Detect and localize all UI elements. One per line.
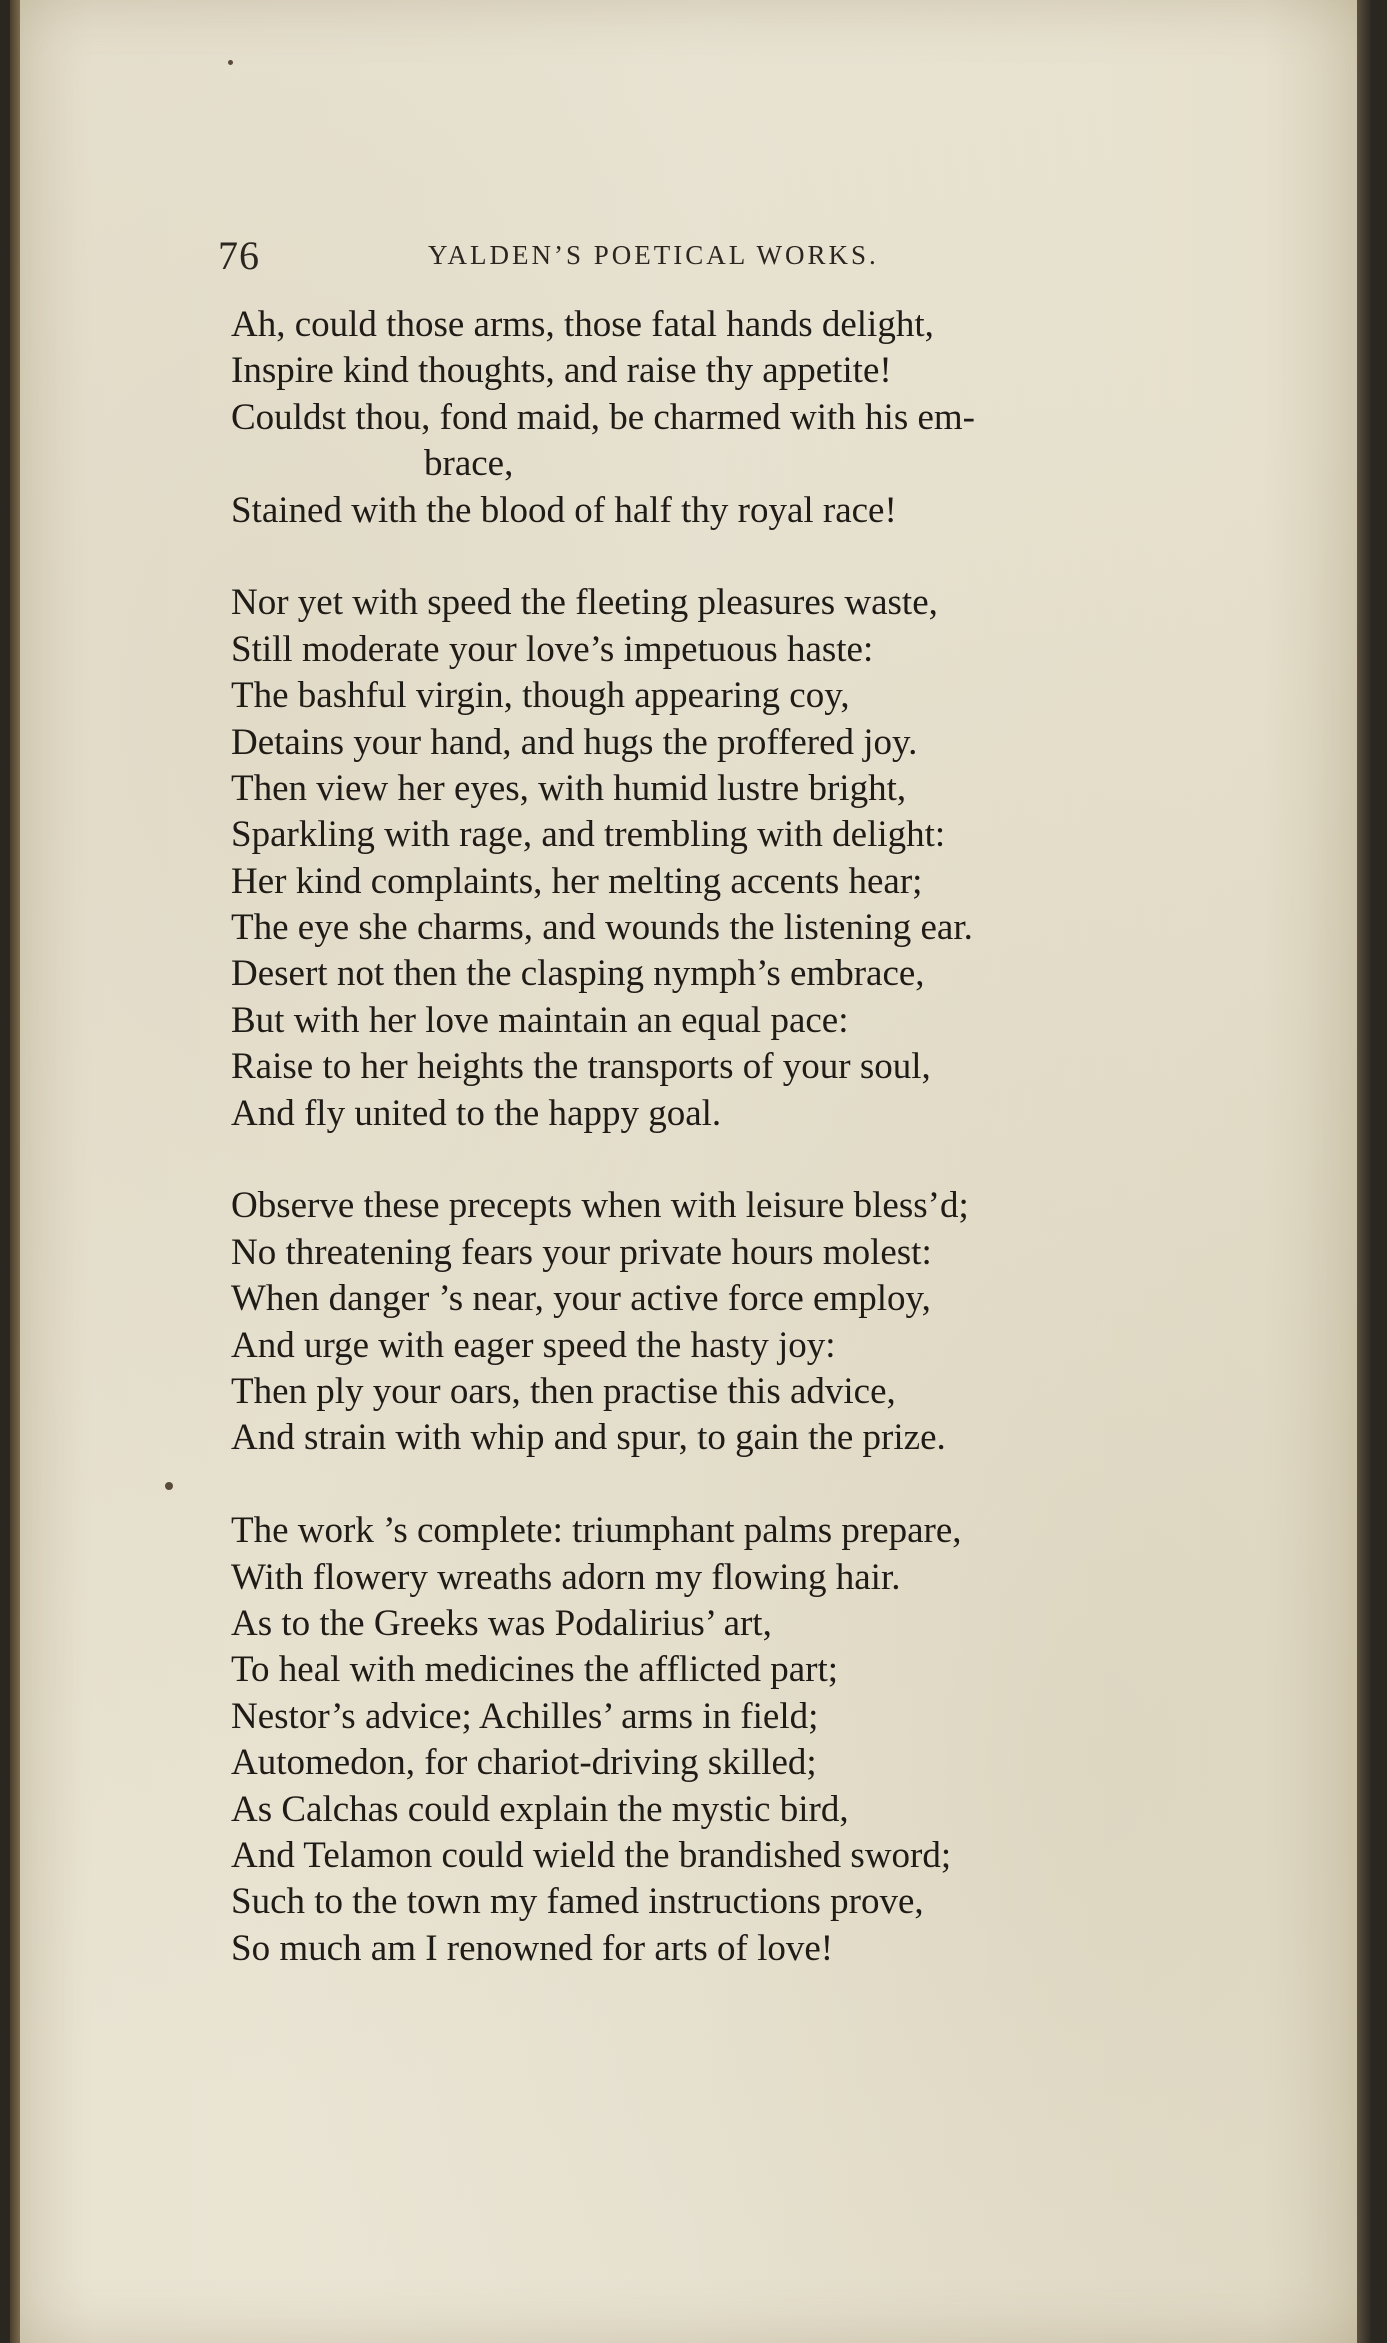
stanza-break	[231, 1137, 1261, 1183]
poem-line: Sparkling with rage, and trembling with delight:	[231, 814, 946, 856]
poem-line: Automedon, for chariot-driving skilled;	[231, 1742, 817, 1784]
poem-line: Then view her eyes, with humid lustre bright,	[231, 767, 907, 809]
poem-line: Ah, could those arms, those fatal hands delight,	[231, 304, 934, 345]
poem-line: The work ’s complete: triumphant palms prepare,	[231, 1510, 962, 1552]
poem-line-continuation: brace,	[424, 443, 514, 485]
poem-line: When danger ’s near, your active force employ,	[231, 1278, 931, 1320]
poem-line: Stained with the blood of half thy royal race!	[231, 489, 897, 531]
poem-line: Couldst thou, fond maid, be charmed with his em-	[231, 396, 975, 438]
page-number: 76	[218, 233, 260, 278]
poem-line: To heal with medicines the afflicted part;	[231, 1649, 839, 1691]
poem-line: The bashful virgin, though appearing coy,	[231, 675, 850, 717]
poem-line: Raise to her heights the transports of your soul,	[231, 1046, 931, 1088]
stanza-break	[231, 534, 1261, 580]
running-title: YALDEN’S POETICAL WORKS.	[428, 240, 879, 270]
poem-text	[231, 302, 1261, 1972]
poem-line: Nor yet with speed the fleeting pleasures waste,	[231, 582, 938, 624]
poem-line: Desert not then the clasping nymph’s embrace,	[231, 953, 925, 995]
poem-line: So much am I renowned for arts of love!	[231, 1927, 834, 1969]
poem-line: And Telamon could wield the brandished sword;	[231, 1834, 952, 1876]
poem-line: Her kind complaints, her melting accents hear;	[231, 860, 923, 902]
poem-line: Inspire kind thoughts, and raise thy appetite!	[231, 350, 892, 392]
poem-line: Observe these precepts when with leisure bless’d;	[231, 1185, 969, 1227]
poem-line: With flowery wreaths adorn my flowing hair.	[231, 1556, 901, 1598]
poem-line: No threatening fears your private hours molest:	[231, 1231, 932, 1273]
poem-line: Detains your hand, and hugs the proffered joy.	[231, 721, 918, 763]
poem-line: As Calchas could explain the mystic bird,	[231, 1788, 849, 1830]
ink-spot	[165, 1482, 173, 1490]
poem-line: As to the Greeks was Podalirius’ art,	[231, 1602, 772, 1644]
page-gutter-edge	[10, 0, 20, 2343]
poem-line: Nestor’s advice; Achilles’ arms in field;	[231, 1695, 819, 1737]
poem-line: Still moderate your love’s impetuous haste:	[231, 628, 874, 670]
poem-line: But with her love maintain an equal pace:	[231, 999, 849, 1041]
book-page	[10, 0, 1372, 2343]
poem-line: And fly united to the happy goal.	[231, 1092, 722, 1134]
poem-line: The eye she charms, and wounds the listening ear.	[231, 907, 973, 949]
stanza-break	[231, 1462, 1261, 1508]
ink-spot	[228, 60, 233, 65]
poem-line: And urge with eager speed the hasty joy:	[231, 1324, 836, 1366]
poem-line: Then ply your oars, then practise this advice,	[231, 1370, 896, 1412]
page-outer-edge	[1357, 0, 1372, 2343]
page-header	[10, 232, 1372, 282]
poem-line: And strain with whip and spur, to gain the prize.	[231, 1417, 946, 1459]
poem-line: Such to the town my famed instructions prove,	[231, 1881, 924, 1923]
